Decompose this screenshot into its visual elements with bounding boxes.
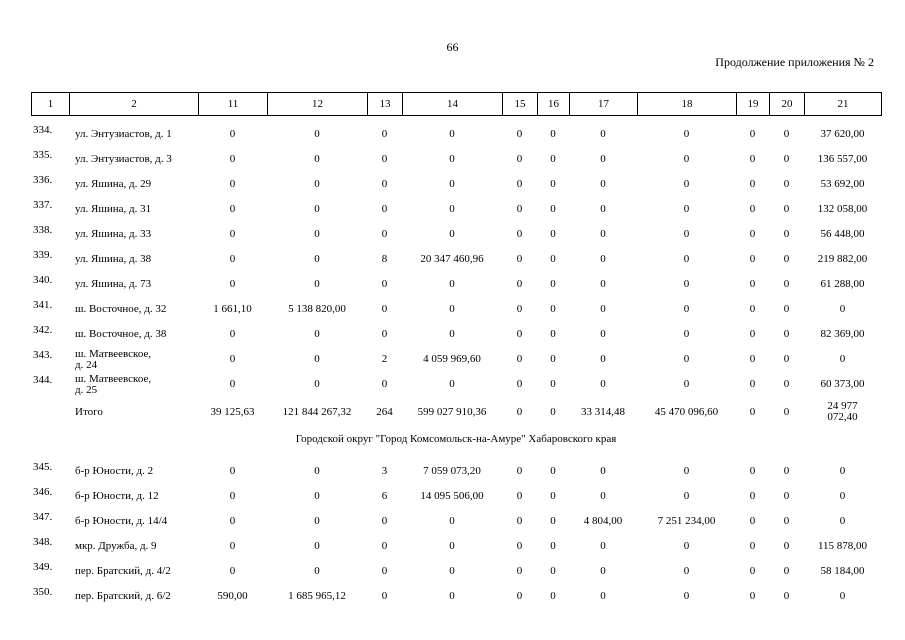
value-col-14: 7 059 073,20 bbox=[423, 465, 481, 477]
value-col-21: 60 373,00 bbox=[820, 378, 865, 390]
table-row bbox=[31, 322, 881, 347]
value-col-18: 0 bbox=[683, 178, 690, 190]
row-address: ул. Яшина, д. 33 bbox=[75, 228, 152, 240]
value-col-16: 0 bbox=[550, 490, 556, 502]
row-address: ул. Яшина, д. 31 bbox=[75, 203, 152, 215]
value-col-18: 0 bbox=[683, 128, 690, 140]
value-col-18: 0 bbox=[683, 590, 690, 602]
column-header-18: 18 bbox=[638, 93, 737, 116]
row-number: 342. bbox=[33, 324, 53, 336]
column-header-12: 12 bbox=[268, 93, 368, 116]
value-col-11: 0 bbox=[229, 203, 236, 215]
total-row bbox=[31, 397, 881, 427]
column-header-2: 2 bbox=[70, 93, 199, 116]
value-col-19: 0 bbox=[749, 515, 756, 527]
value-col-15: 0 bbox=[516, 540, 523, 552]
table-row bbox=[31, 459, 881, 484]
value-col-14: 0 bbox=[449, 328, 455, 340]
total-col-19: 0 bbox=[749, 405, 756, 418]
value-col-16: 0 bbox=[550, 378, 556, 390]
value-col-15: 0 bbox=[516, 228, 523, 240]
value-col-21: 82 369,00 bbox=[820, 328, 865, 340]
value-col-14: 0 bbox=[449, 228, 455, 240]
total-col-15: 0 bbox=[516, 405, 523, 418]
value-col-21: 132 058,00 bbox=[817, 203, 868, 215]
total-col-11: 39 125,63 bbox=[210, 405, 255, 418]
row-address: ш. Восточное, д. 32 bbox=[75, 303, 167, 315]
total-label: Итого bbox=[75, 405, 103, 418]
value-col-17: 0 bbox=[600, 540, 606, 552]
value-col-11: 0 bbox=[229, 540, 236, 552]
value-col-20: 0 bbox=[783, 465, 790, 477]
value-col-20: 0 bbox=[783, 590, 790, 602]
value-col-17: 0 bbox=[600, 328, 606, 340]
value-col-12: 0 bbox=[314, 515, 320, 527]
value-col-20: 0 bbox=[783, 540, 790, 552]
value-col-12: 0 bbox=[314, 353, 320, 365]
value-col-19: 0 bbox=[749, 540, 756, 552]
value-col-17: 0 bbox=[600, 278, 606, 290]
row-number: 341. bbox=[33, 299, 53, 311]
value-col-16: 0 bbox=[550, 565, 556, 577]
value-col-18: 0 bbox=[683, 228, 690, 240]
value-col-21: 219 882,00 bbox=[817, 253, 868, 265]
table-row bbox=[31, 584, 881, 609]
value-col-18: 0 bbox=[683, 278, 690, 290]
row-address: ул. Энтузиастов, д. 1 bbox=[75, 128, 172, 140]
value-col-18: 0 bbox=[683, 328, 690, 340]
value-col-13: 0 bbox=[381, 303, 388, 315]
value-col-21: 0 bbox=[839, 515, 846, 527]
value-col-13: 3 bbox=[381, 465, 388, 477]
row-address: ул. Яшина, д. 73 bbox=[75, 278, 152, 290]
value-col-13: 0 bbox=[381, 278, 388, 290]
total-col-17: 33 314,48 bbox=[581, 405, 625, 418]
value-col-14: 4 059 969,60 bbox=[423, 353, 481, 365]
value-col-14: 0 bbox=[449, 540, 455, 552]
value-col-11: 0 bbox=[229, 565, 236, 577]
value-col-11: 1 661,10 bbox=[213, 303, 252, 315]
value-col-14: 14 095 506,00 bbox=[420, 490, 484, 502]
value-col-17: 0 bbox=[600, 228, 606, 240]
value-col-11: 590,00 bbox=[217, 590, 248, 602]
row-number: 335. bbox=[33, 149, 53, 161]
value-col-15: 0 bbox=[516, 128, 523, 140]
value-col-20: 0 bbox=[783, 303, 790, 315]
value-col-21: 53 692,00 bbox=[820, 178, 865, 190]
value-col-17: 0 bbox=[600, 378, 606, 390]
column-header-15: 15 bbox=[503, 93, 538, 116]
table-row bbox=[31, 122, 881, 147]
value-col-16: 0 bbox=[550, 465, 556, 477]
value-col-17: 0 bbox=[600, 178, 606, 190]
value-col-13: 0 bbox=[381, 178, 388, 190]
value-col-13: 0 bbox=[381, 515, 388, 527]
value-col-19: 0 bbox=[749, 353, 756, 365]
table-row bbox=[31, 484, 881, 509]
table-row bbox=[31, 197, 881, 222]
value-col-16: 0 bbox=[550, 128, 556, 140]
value-col-14: 0 bbox=[449, 303, 455, 315]
value-col-16: 0 bbox=[550, 203, 556, 215]
table-row bbox=[31, 272, 881, 297]
value-col-20: 0 bbox=[783, 490, 790, 502]
total-col-16: 0 bbox=[550, 405, 556, 418]
value-col-19: 0 bbox=[749, 378, 756, 390]
value-col-19: 0 bbox=[749, 253, 756, 265]
value-col-21: 61 288,00 bbox=[820, 278, 865, 290]
value-col-11: 0 bbox=[229, 378, 236, 390]
value-col-12: 1 685 965,12 bbox=[288, 590, 346, 602]
value-col-15: 0 bbox=[516, 465, 523, 477]
total-col-20: 0 bbox=[783, 405, 790, 418]
total-col-12: 121 844 267,32 bbox=[282, 405, 352, 418]
value-col-11: 0 bbox=[229, 253, 236, 265]
value-col-19: 0 bbox=[749, 178, 756, 190]
value-col-21: 0 bbox=[839, 490, 846, 502]
value-col-11: 0 bbox=[229, 178, 236, 190]
value-col-15: 0 bbox=[516, 303, 523, 315]
value-col-18: 0 bbox=[683, 565, 690, 577]
value-col-18: 0 bbox=[683, 203, 690, 215]
row-number: 343. bbox=[33, 349, 53, 361]
row-address: ш. Восточное, д. 38 bbox=[75, 328, 167, 340]
value-col-13: 8 bbox=[381, 253, 388, 265]
table-row bbox=[31, 559, 881, 584]
value-col-19: 0 bbox=[749, 328, 756, 340]
value-col-17: 4 804,00 bbox=[583, 515, 623, 527]
value-col-14: 0 bbox=[449, 515, 455, 527]
continuation-note: Продолжение приложения № 2 bbox=[715, 55, 874, 69]
value-col-15: 0 bbox=[516, 178, 523, 190]
value-col-15: 0 bbox=[516, 328, 523, 340]
value-col-12: 0 bbox=[314, 540, 320, 552]
column-header-19: 19 bbox=[737, 93, 770, 116]
value-col-12: 0 bbox=[314, 203, 320, 215]
value-col-21: 0 bbox=[839, 353, 846, 365]
row-address: ш. Матвеевское, д. 25 bbox=[75, 372, 152, 396]
value-col-13: 0 bbox=[381, 378, 388, 390]
value-col-17: 0 bbox=[600, 590, 606, 602]
value-col-19: 0 bbox=[749, 303, 756, 315]
value-col-13: 0 bbox=[381, 590, 388, 602]
value-col-21: 0 bbox=[839, 590, 846, 602]
value-col-13: 0 bbox=[381, 565, 388, 577]
row-address: мкр. Дружба, д. 9 bbox=[75, 540, 157, 552]
table-row bbox=[31, 509, 881, 534]
value-col-20: 0 bbox=[783, 515, 790, 527]
row-number: 336. bbox=[33, 174, 53, 186]
table-row bbox=[31, 222, 881, 247]
value-col-21: 56 448,00 bbox=[820, 228, 865, 240]
value-col-12: 0 bbox=[314, 328, 320, 340]
value-col-18: 7 251 234,00 bbox=[657, 515, 716, 527]
value-col-16: 0 bbox=[550, 278, 556, 290]
row-number: 337. bbox=[33, 199, 53, 211]
value-col-12: 0 bbox=[314, 465, 320, 477]
total-col-13: 264 bbox=[376, 405, 393, 418]
value-col-13: 0 bbox=[381, 328, 388, 340]
value-col-20: 0 bbox=[783, 203, 790, 215]
value-col-16: 0 bbox=[550, 178, 556, 190]
value-col-14: 0 bbox=[449, 278, 455, 290]
value-col-16: 0 bbox=[550, 328, 556, 340]
value-col-16: 0 bbox=[550, 228, 556, 240]
column-header-1: 1 bbox=[32, 93, 70, 116]
value-col-13: 6 bbox=[381, 490, 388, 502]
section-title: Городской округ "Город Комсомольск-на-Амуре" Хабаровского края bbox=[295, 433, 617, 445]
value-col-11: 0 bbox=[229, 328, 236, 340]
value-col-18: 0 bbox=[683, 353, 690, 365]
row-address: ш. Матвеевское, д. 24 bbox=[75, 347, 152, 371]
row-address: пер. Братский, д. 6/2 bbox=[75, 590, 171, 602]
value-col-12: 0 bbox=[314, 378, 320, 390]
table-body bbox=[31, 122, 881, 609]
value-col-17: 0 bbox=[600, 353, 606, 365]
value-col-20: 0 bbox=[783, 278, 790, 290]
value-col-15: 0 bbox=[516, 590, 523, 602]
table-row bbox=[31, 534, 881, 559]
row-address: б-р Юности, д. 2 bbox=[75, 465, 154, 477]
value-col-20: 0 bbox=[783, 178, 790, 190]
row-address: ул. Яшина, д. 38 bbox=[75, 253, 152, 265]
row-number: 348. bbox=[33, 536, 53, 548]
value-col-12: 0 bbox=[314, 178, 320, 190]
value-col-19: 0 bbox=[749, 128, 756, 140]
row-address: б-р Юности, д. 12 bbox=[75, 490, 159, 502]
row-address: ул. Яшина, д. 29 bbox=[75, 178, 152, 190]
total-col-21: 24 977 072,40 bbox=[827, 400, 858, 423]
value-col-13: 0 bbox=[381, 203, 388, 215]
value-col-21: 37 620,00 bbox=[820, 128, 865, 140]
value-col-14: 0 bbox=[449, 378, 455, 390]
value-col-18: 0 bbox=[683, 540, 690, 552]
value-col-11: 0 bbox=[229, 353, 236, 365]
table-row bbox=[31, 372, 881, 397]
row-address: б-р Юности, д. 14/4 bbox=[75, 515, 168, 527]
value-col-13: 0 bbox=[381, 540, 388, 552]
table-row bbox=[31, 347, 881, 372]
row-number: 347. bbox=[33, 511, 53, 523]
value-col-17: 0 bbox=[600, 465, 606, 477]
page-number: 66 bbox=[446, 40, 459, 54]
column-header-17: 17 bbox=[570, 93, 638, 116]
value-col-12: 5 138 820,00 bbox=[288, 303, 346, 315]
row-number: 350. bbox=[33, 586, 53, 598]
value-col-20: 0 bbox=[783, 128, 790, 140]
value-col-21: 0 bbox=[839, 303, 846, 315]
value-col-15: 0 bbox=[516, 353, 523, 365]
table-row bbox=[31, 247, 881, 272]
value-col-11: 0 bbox=[229, 515, 236, 527]
value-col-12: 0 bbox=[314, 278, 320, 290]
row-number: 339. bbox=[33, 249, 53, 261]
value-col-15: 0 bbox=[516, 203, 523, 215]
value-col-18: 0 bbox=[683, 303, 690, 315]
row-address: пер. Братский, д. 4/2 bbox=[75, 565, 171, 577]
row-number: 338. bbox=[33, 224, 53, 236]
value-col-13: 0 bbox=[381, 153, 388, 165]
value-col-14: 0 bbox=[449, 178, 455, 190]
value-col-12: 0 bbox=[314, 153, 320, 165]
value-col-14: 0 bbox=[449, 128, 455, 140]
table-row bbox=[31, 172, 881, 197]
value-col-12: 0 bbox=[314, 253, 320, 265]
value-col-15: 0 bbox=[516, 490, 523, 502]
value-col-21: 136 557,00 bbox=[817, 153, 868, 165]
value-col-17: 0 bbox=[600, 565, 606, 577]
value-col-19: 0 bbox=[749, 203, 756, 215]
value-col-20: 0 bbox=[783, 353, 790, 365]
total-col-14: 599 027 910,36 bbox=[417, 405, 487, 418]
value-col-19: 0 bbox=[749, 278, 756, 290]
column-header-20: 20 bbox=[770, 93, 805, 116]
value-col-20: 0 bbox=[783, 228, 790, 240]
value-col-19: 0 bbox=[749, 565, 756, 577]
value-col-12: 0 bbox=[314, 228, 320, 240]
column-header-table bbox=[31, 92, 882, 116]
value-col-18: 0 bbox=[683, 378, 690, 390]
value-col-11: 0 bbox=[229, 228, 236, 240]
value-col-11: 0 bbox=[229, 465, 236, 477]
value-col-20: 0 bbox=[783, 328, 790, 340]
value-col-20: 0 bbox=[783, 153, 790, 165]
value-col-14: 0 bbox=[449, 153, 455, 165]
column-header-21: 21 bbox=[805, 93, 882, 116]
value-col-17: 0 bbox=[600, 203, 606, 215]
value-col-19: 0 bbox=[749, 465, 756, 477]
value-col-19: 0 bbox=[749, 490, 756, 502]
row-number: 344. bbox=[33, 374, 53, 386]
value-col-14: 0 bbox=[449, 203, 455, 215]
column-header-14: 14 bbox=[403, 93, 503, 116]
value-col-12: 0 bbox=[314, 128, 320, 140]
value-col-20: 0 bbox=[783, 378, 790, 390]
value-col-16: 0 bbox=[550, 540, 556, 552]
value-col-17: 0 bbox=[600, 303, 606, 315]
column-header-13: 13 bbox=[368, 93, 403, 116]
value-col-14: 0 bbox=[449, 565, 455, 577]
value-col-16: 0 bbox=[550, 353, 556, 365]
value-col-17: 0 bbox=[600, 490, 606, 502]
column-header-11: 11 bbox=[199, 93, 268, 116]
row-address: ул. Энтузиастов, д. 3 bbox=[75, 153, 172, 165]
value-col-11: 0 bbox=[229, 153, 236, 165]
row-number: 349. bbox=[33, 561, 53, 573]
value-col-19: 0 bbox=[749, 153, 756, 165]
value-col-12: 0 bbox=[314, 565, 320, 577]
value-col-15: 0 bbox=[516, 153, 523, 165]
value-col-11: 0 bbox=[229, 278, 236, 290]
value-col-11: 0 bbox=[229, 128, 236, 140]
value-col-13: 0 bbox=[381, 128, 388, 140]
value-col-17: 0 bbox=[600, 153, 606, 165]
value-col-15: 0 bbox=[516, 378, 523, 390]
table-row bbox=[31, 147, 881, 172]
value-col-21: 115 878,00 bbox=[817, 540, 868, 552]
value-col-18: 0 bbox=[683, 465, 690, 477]
value-col-13: 2 bbox=[381, 353, 388, 365]
value-col-14: 0 bbox=[449, 590, 455, 602]
total-col-18: 45 470 096,60 bbox=[654, 405, 719, 418]
table-row bbox=[31, 297, 881, 322]
row-number: 346. bbox=[33, 486, 53, 498]
value-col-15: 0 bbox=[516, 278, 523, 290]
value-col-16: 0 bbox=[550, 153, 556, 165]
value-col-21: 0 bbox=[839, 465, 846, 477]
value-col-12: 0 bbox=[314, 490, 320, 502]
value-col-16: 0 bbox=[550, 303, 556, 315]
value-col-14: 20 347 460,96 bbox=[420, 253, 484, 265]
column-header-16: 16 bbox=[538, 93, 570, 116]
value-col-19: 0 bbox=[749, 228, 756, 240]
value-col-19: 0 bbox=[749, 590, 756, 602]
value-col-18: 0 bbox=[683, 490, 690, 502]
row-number: 345. bbox=[33, 461, 53, 473]
value-col-15: 0 bbox=[516, 253, 523, 265]
value-col-11: 0 bbox=[229, 490, 236, 502]
value-col-17: 0 bbox=[600, 128, 606, 140]
value-col-21: 58 184,00 bbox=[820, 565, 865, 577]
value-col-18: 0 bbox=[683, 253, 690, 265]
row-number: 340. bbox=[33, 274, 53, 286]
value-col-16: 0 bbox=[550, 515, 556, 527]
row-number: 334. bbox=[33, 124, 53, 136]
value-col-20: 0 bbox=[783, 565, 790, 577]
value-col-17: 0 bbox=[600, 253, 606, 265]
value-col-13: 0 bbox=[381, 228, 388, 240]
value-col-15: 0 bbox=[516, 565, 523, 577]
value-col-15: 0 bbox=[516, 515, 523, 527]
value-col-16: 0 bbox=[550, 590, 556, 602]
value-col-20: 0 bbox=[783, 253, 790, 265]
value-col-18: 0 bbox=[683, 153, 690, 165]
value-col-16: 0 bbox=[550, 253, 556, 265]
